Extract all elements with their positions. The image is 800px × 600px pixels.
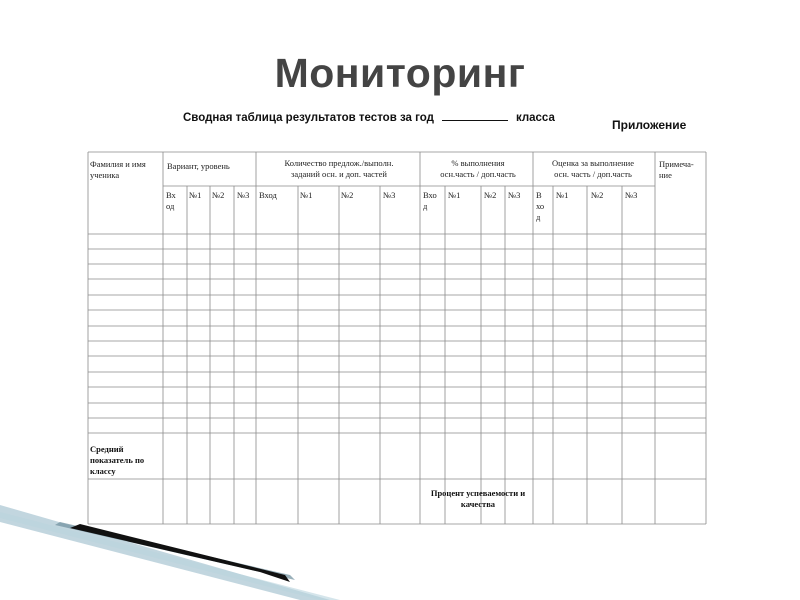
average-row-label: Средний показатель по классу bbox=[90, 444, 145, 476]
col-name-header: Фамилия и имя ученика bbox=[90, 159, 146, 180]
subheader-grade-3: №3 bbox=[625, 190, 638, 200]
subheader-grade-2: №2 bbox=[591, 190, 604, 200]
swoosh-dark-band bbox=[70, 524, 290, 582]
subheader-count-2: №2 bbox=[341, 190, 354, 200]
col-percent-header-line2: осн.часть / доп.часть bbox=[440, 169, 516, 179]
swoosh-light-band bbox=[0, 512, 340, 600]
caption-suffix: класса bbox=[515, 112, 555, 124]
col-count-header-line1: Количество предлож./выполн. bbox=[284, 158, 394, 168]
subheader-variant-2: №2 bbox=[212, 190, 225, 200]
subheader-grade-entry: В хо д bbox=[536, 190, 545, 222]
subheader-variant-entry: Вх од bbox=[166, 190, 176, 211]
subheader-percent-1: №1 bbox=[448, 190, 461, 200]
subheader-count-3: №3 bbox=[383, 190, 396, 200]
subheader-variant-1: №1 bbox=[189, 190, 202, 200]
col-notes-header: Примеча-ние bbox=[659, 159, 694, 180]
subheader-percent-2: №2 bbox=[484, 190, 497, 200]
subheader-percent-entry: Вхо д bbox=[423, 190, 437, 211]
subheader-variant-3: №3 bbox=[237, 190, 250, 200]
col-grade-header-line1: Оценка за выполнение bbox=[551, 158, 634, 168]
col-percent-header-line1: % выполнения bbox=[451, 158, 505, 168]
success-rate-label: Процент успеваемости и качества bbox=[430, 488, 526, 509]
subheader-percent-3: №3 bbox=[508, 190, 521, 200]
subheader-count-1: №1 bbox=[300, 190, 313, 200]
col-variant-header: Вариант, уровень bbox=[167, 161, 230, 171]
col-count-header-line2: заданий осн. и доп. частей bbox=[291, 169, 387, 179]
slide-title: Мониторинг bbox=[274, 50, 526, 96]
caption-prefix: Сводная таблица результатов тестов за год bbox=[183, 112, 434, 124]
col-grade-header-line2: осн. часть / доп.часть bbox=[554, 169, 632, 179]
subheader-count-entry: Вход bbox=[259, 190, 277, 200]
subheader-grade-1: №1 bbox=[556, 190, 569, 200]
appendix-label: Приложение bbox=[612, 118, 687, 132]
